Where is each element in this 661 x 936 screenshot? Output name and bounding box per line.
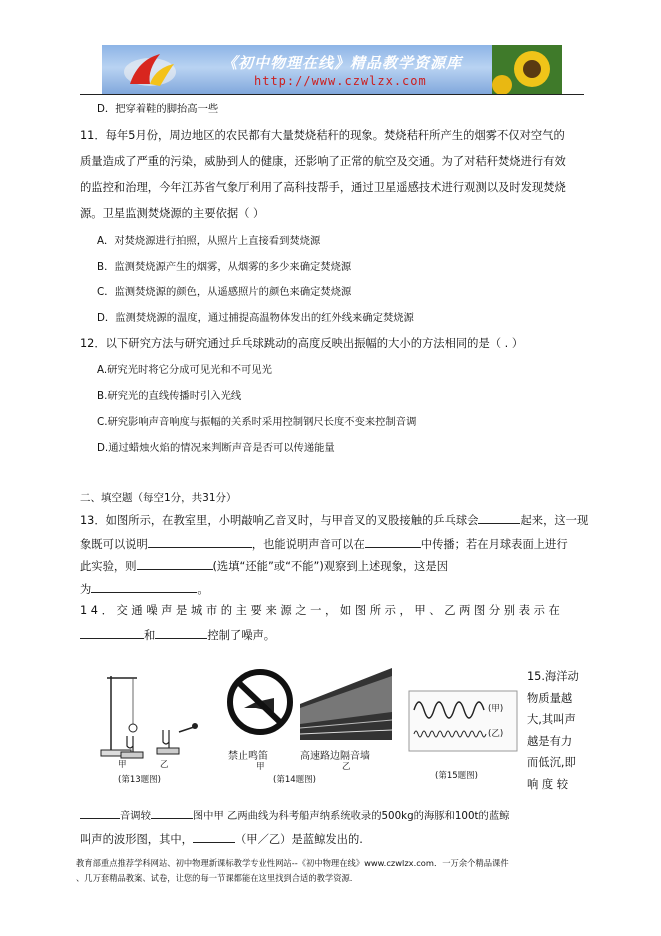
q14-text-2b: 控制了噪声。 (207, 629, 276, 642)
q13-text-2b: ，也能说明声音可以在 (251, 538, 365, 551)
q13-line-1 (80, 511, 588, 529)
q13-text-4a: 为 (80, 583, 92, 596)
q13-blank-3[interactable] (365, 535, 421, 548)
fig14-sign1-sub: 甲 (256, 762, 265, 772)
q15-blank-3[interactable] (193, 830, 235, 843)
section-heading: 二、填空题（每空1分，共31分） (80, 492, 237, 504)
q12-option-c: C.研究影响声音响度与振幅的关系时采用控制钢尺长度不变来控制音调 (97, 416, 417, 428)
q11-option-c: C．监测焚烧源的颜色，从遥感照片的颜色来确定焚烧源 (97, 286, 352, 298)
q15-blank-2[interactable] (151, 806, 193, 819)
q12-option-d: D.通过蜡烛火焰的情况来判断声音是否可以传递能量 (97, 442, 335, 454)
fig13-caption: (第13题图) (118, 775, 161, 785)
fig14-sign1-label: 禁止鸣笛 (228, 751, 268, 762)
q15-text-1b: 图中甲 乙两曲线为科考船声纳系统收录的500kg的海豚和100t的蓝鲸 (192, 810, 510, 822)
q11-option-d: D．监测焚烧源的温度，通过捕提高温物体发出的红外线来确定焚烧源 (97, 312, 414, 324)
q12-stem: 12．以下研究方法与研究通过乒乓球跳动的高度反映出振幅的大小的方法相同的是（ . ） (80, 337, 524, 350)
fig14-sign2-sub: 乙 (342, 762, 351, 772)
fig15-label-yi: (乙) (488, 729, 504, 739)
q15-text-2: 叫声的波形图，其中， (80, 833, 193, 846)
q15-side-line: 而低沉,即 (527, 756, 576, 769)
no-honking-sign-icon (226, 668, 296, 736)
header-banner (102, 45, 562, 95)
q13-text-2c: 中传播；若在月球表面上进行 (420, 538, 568, 551)
tuning-fork-figure (97, 668, 215, 766)
q13-blank-2[interactable] (148, 535, 252, 548)
q15-blank-1[interactable] (80, 806, 120, 819)
q11-line-1: 11．每年5月份，周边地区的农民都有大量焚烧秸秆的现象。焚烧秸秆所产生的烟雾不仅对空气的 (80, 129, 565, 142)
prev-option-d: D．把穿着鞋的脚抬高一些 (97, 103, 219, 115)
q15-side-line: 15.海洋动 (527, 670, 579, 683)
q15-side-line: 越是有力 (527, 734, 573, 748)
header-divider (80, 94, 584, 95)
q13-line-2 (80, 535, 568, 553)
q13-text-1a: 13．如图所示，在教室里，小明敲响乙音叉时，与甲音叉的叉股接触的乒乓球会 (80, 514, 479, 527)
fig13-label-yi: 乙 (160, 760, 169, 770)
q11-line-2: 质量造成了严重的污染，威胁到人的健康，还影响了正常的航空及交通。为了对秸秆焚烧进行有效 (80, 155, 566, 168)
q15-side-line: 大,其叫声 (527, 713, 576, 726)
fig15-label-jia: (甲) (488, 704, 504, 714)
q13-line-4 (80, 580, 209, 598)
q14-text-2a: 和 (144, 629, 156, 642)
q13-line-3 (80, 557, 448, 575)
footer-line-1: 教育部重点推荐学科网站、初中物理新课标教学专业性网站--《初中物理在线》www.czwlzx.com．一万余个精品课件 (76, 858, 509, 868)
q13-blank-4[interactable] (137, 557, 213, 570)
sound-barrier-wall-image (300, 668, 392, 740)
q15-text-1a: 音调较 (120, 810, 151, 822)
q14-line-1: 14．交通噪声是城市的主要来源之一，如图所示，甲、乙两图分别表示在 (80, 604, 564, 617)
q13-text-3a: 此实验，则 (80, 560, 137, 573)
site-logo-icon (120, 50, 180, 90)
fig15-caption: (第15题图) (435, 771, 478, 781)
q14-blank-2[interactable] (155, 626, 207, 639)
q13-text-4b: 。 (197, 583, 209, 596)
q15-line-1 (80, 806, 509, 824)
banner-title: 《初中物理在线》精品教学资源库 (222, 54, 463, 72)
q13-blank-5[interactable] (91, 580, 197, 593)
q11-line-3: 的监控和治理，今年江苏省气象厅利用了高科技帮手，通过卫星遥感技术进行观测以及时发现焚烧 (80, 181, 566, 194)
q13-text-1b: 起来，这一现 (520, 514, 589, 527)
q11-option-a: A．对焚烧源进行拍照，从照片上直接看到焚烧源 (97, 235, 321, 247)
q14-line-2 (80, 626, 275, 644)
fig14-sign2-label: 高速路边隔音墙 (300, 751, 370, 762)
waveform-figure (408, 690, 518, 752)
q13-blank-1[interactable] (478, 511, 520, 524)
page-footer (76, 856, 596, 886)
q15-line-2 (80, 830, 363, 848)
q13-text-2a: 象既可以说明 (80, 538, 148, 551)
q15-side-line: 物质量越 (527, 691, 573, 705)
q12-option-a: A.研究光时将它分成可见光和不可见光 (97, 364, 272, 376)
banner-url: http://www.czwlzx.com (254, 74, 427, 88)
q15-side-line: 响 度 较 (527, 777, 569, 791)
q14-blank-1[interactable] (80, 626, 144, 639)
q15-text-2b: （甲／乙）是蓝鲸发出的. (234, 833, 363, 846)
fig13-label-jia: 甲 (118, 760, 127, 770)
q13-text-3b: (选填“还能”或“不能”)观察到上述现象，这是因 (212, 560, 449, 573)
sunflower-icon (492, 45, 562, 95)
fig14-caption: (第14题图) (273, 775, 316, 785)
q12-option-b: B.研究光的直线传播时引入光线 (97, 390, 242, 402)
footer-line-2: 、几万套精品教案、试卷，让您的每一节课都能在这里找到合适的教学资源. (76, 873, 353, 883)
q11-line-4: 源。卫星监测焚烧源的主要依据（ ） (80, 207, 265, 220)
q11-option-b: B．监测焚烧源产生的烟雾，从烟雾的多少来确定焚烧源 (97, 261, 352, 273)
q15-side-text (527, 666, 587, 795)
